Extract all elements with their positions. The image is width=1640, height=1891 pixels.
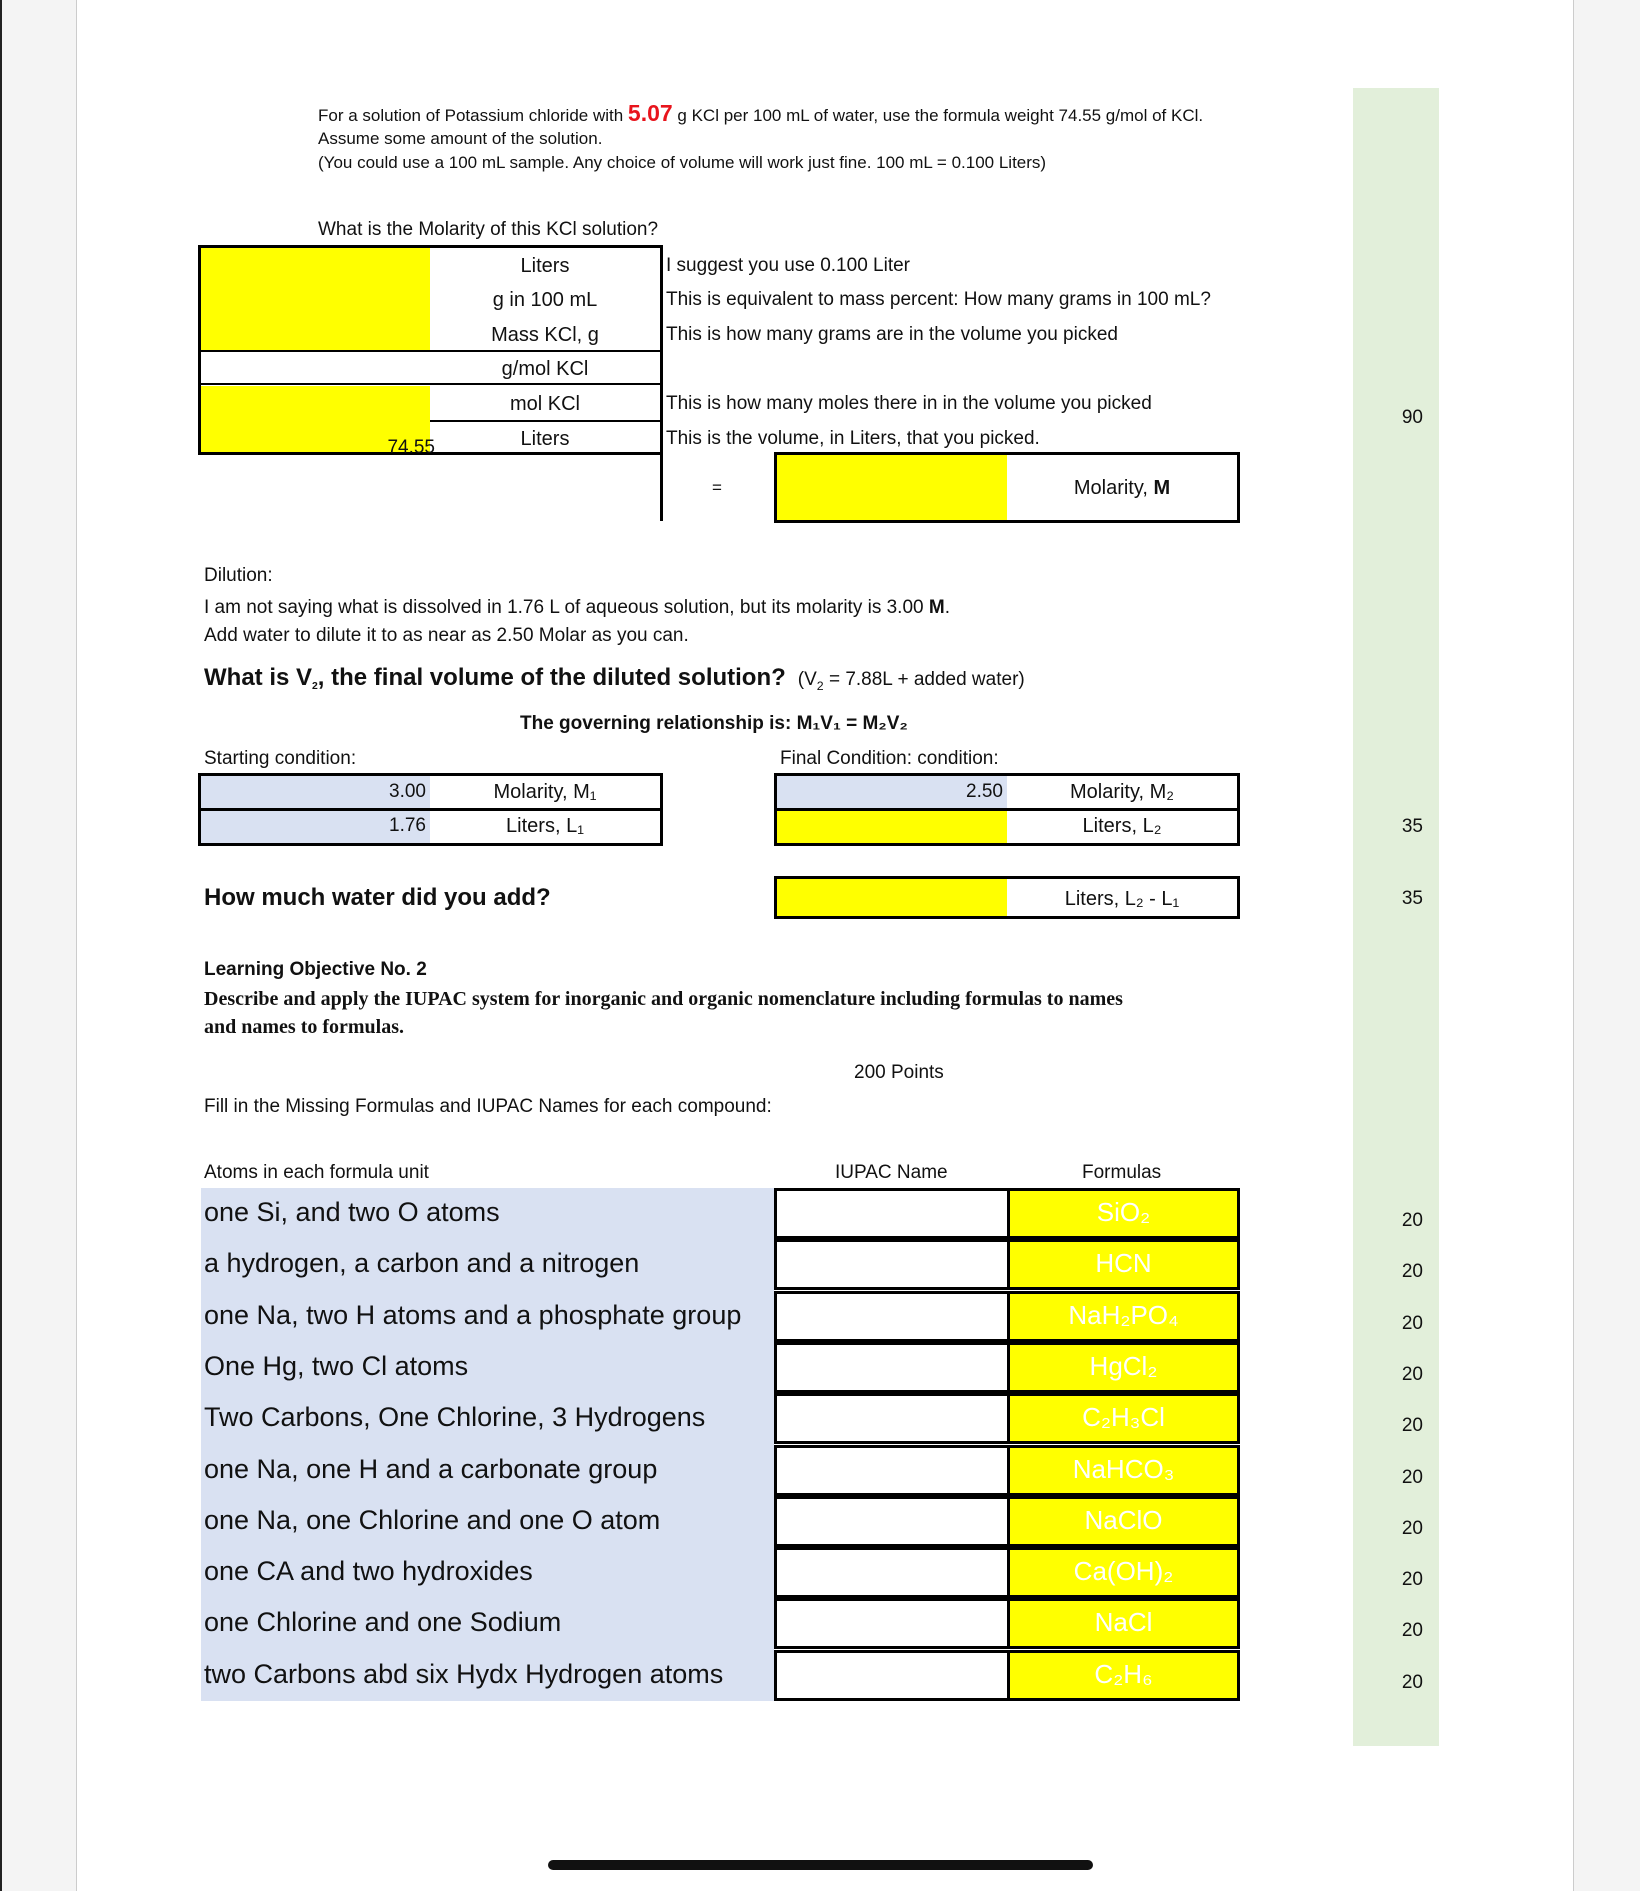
fill-in-instruction: Fill in the Missing Formulas and IUPAC Names for each compound: bbox=[204, 1096, 772, 1117]
note-volume: This is the volume, in Liters, that you picked. bbox=[666, 428, 1040, 449]
molarity-result-input[interactable] bbox=[777, 455, 1007, 520]
col-header-atoms: Atoms in each formula unit bbox=[204, 1162, 429, 1183]
dilution-question: What is $V_2$, the final volume of the diluted solution? ($V_2 = 7.88L$ + added water) bbox=[204, 664, 1025, 693]
formula-text: NaCl bbox=[1094, 1607, 1153, 1637]
formula-text: NaClO bbox=[1084, 1505, 1163, 1535]
intro-line-2: Assume some amount of the solution. bbox=[318, 129, 603, 148]
objective-heading: Learning Objective No. 2 bbox=[204, 959, 427, 980]
score-column bbox=[1353, 88, 1439, 1746]
unit-mol-kcl: mol KCl bbox=[509, 393, 580, 415]
iupac-name-input[interactable] bbox=[774, 1188, 1007, 1239]
atoms-description: two Carbons abd six Hydx Hydrogen atoms bbox=[204, 1659, 724, 1689]
final-row-divider bbox=[777, 808, 1237, 811]
water-added-input[interactable] bbox=[777, 879, 1007, 916]
iupac-name-input[interactable] bbox=[774, 1445, 1007, 1496]
objective-description-2: and names to formulas. bbox=[204, 1016, 405, 1038]
atoms-description: One Hg, two Cl atoms bbox=[204, 1351, 469, 1381]
iupac-name-input[interactable] bbox=[774, 1547, 1007, 1598]
water-added-label: Liters, L₂ - L₁ bbox=[1064, 888, 1180, 910]
atoms-description: one Si, and two O atoms bbox=[204, 1197, 500, 1227]
starting-condition-label: Starting condition: bbox=[204, 748, 357, 769]
final-condition-label: Final Condition: condition: bbox=[780, 748, 999, 769]
intro-line-3: (You could use a 100 mL sample. Any choice of volume will work just fine. 100 mL = 0.100 Liters) bbox=[318, 153, 1047, 172]
row-score: 20 bbox=[1401, 1569, 1423, 1590]
formula-text: HgCl₂ bbox=[1089, 1351, 1158, 1381]
iupac-name-input[interactable] bbox=[774, 1496, 1007, 1547]
row-score: 20 bbox=[1401, 1467, 1423, 1488]
iupac-name-input[interactable] bbox=[774, 1291, 1007, 1342]
points-label: 200 Points bbox=[854, 1062, 944, 1083]
iupac-name-input[interactable] bbox=[774, 1650, 1007, 1701]
l2-label: Liters, L₂ bbox=[1082, 815, 1162, 837]
l1-label: Liters, L₁ bbox=[506, 815, 584, 837]
fraction-bar bbox=[430, 420, 662, 422]
equals-sign: = bbox=[712, 478, 722, 497]
note-grams: This is how many grams are in the volume you picked bbox=[666, 324, 1118, 345]
atoms-description: a hydrogen, a carbon and a nitrogen bbox=[204, 1248, 640, 1278]
dilution-heading: Dilution: bbox=[204, 565, 273, 586]
col-header-formulas: Formulas bbox=[1082, 1162, 1162, 1183]
molarity-question: What is the Molarity of this KCl solution? bbox=[318, 219, 659, 240]
row-score: 20 bbox=[1401, 1364, 1423, 1385]
formula-text: NaHCO₃ bbox=[1072, 1454, 1175, 1484]
l1-value: 1.76 bbox=[389, 815, 426, 836]
dilution-line-2: Add water to dilute it to as near as 2.50 Molar as you can. bbox=[204, 625, 689, 646]
mass-value: 5.07 bbox=[627, 100, 673, 126]
score-dilution-volume: 35 bbox=[1401, 816, 1423, 837]
iupac-name-input[interactable] bbox=[774, 1598, 1007, 1649]
m1-label: Molarity, M₁ bbox=[493, 781, 597, 803]
formula-text: HCN bbox=[1095, 1248, 1152, 1278]
liters-input-area[interactable] bbox=[201, 248, 430, 352]
l2-input[interactable] bbox=[777, 811, 1007, 843]
row-score: 20 bbox=[1401, 1518, 1423, 1539]
home-indicator[interactable] bbox=[548, 1860, 1093, 1870]
dilution-line-1: I am not saying what is dissolved in 1.76 L of aqueous solution, but its molarity is 3.00 M. bbox=[204, 597, 950, 618]
note-moles: This is how many moles there in in the volume you picked bbox=[666, 393, 1152, 414]
atoms-description: one Na, two H atoms and a phosphate group bbox=[204, 1300, 742, 1330]
score-molarity: 90 bbox=[1401, 407, 1423, 428]
atoms-description: Two Carbons, One Chlorine, 3 Hydrogens bbox=[204, 1402, 706, 1432]
unit-g-per-mol: g/mol KCl bbox=[501, 358, 589, 380]
unit-mass-kcl: Mass KCl, g bbox=[491, 324, 599, 346]
atoms-description: one Chlorine and one Sodium bbox=[204, 1607, 562, 1637]
iupac-name-input[interactable] bbox=[774, 1342, 1007, 1393]
iupac-name-input[interactable] bbox=[774, 1393, 1007, 1444]
col-header-iupac: IUPAC Name bbox=[835, 1162, 948, 1183]
row-score: 20 bbox=[1401, 1620, 1423, 1641]
score-water-added: 35 bbox=[1401, 888, 1423, 909]
row-score: 20 bbox=[1401, 1210, 1423, 1231]
unit-liters-denominator: Liters bbox=[520, 428, 570, 450]
unit-liters: Liters bbox=[520, 255, 570, 277]
atoms-description: one CA and two hydroxides bbox=[204, 1556, 533, 1586]
dilution-hint: ($V_2 = 7.88L$ + added water) bbox=[797, 669, 1025, 693]
m1-value: 3.00 bbox=[389, 781, 426, 802]
formula-text: SiO₂ bbox=[1096, 1197, 1151, 1227]
formula-text: Ca(OH)₂ bbox=[1073, 1556, 1174, 1586]
starting-row-divider bbox=[201, 808, 660, 811]
m2-value: 2.50 bbox=[966, 781, 1003, 802]
objective-description: Describe and apply the IUPAC system for inorganic and organic nomenclature including formulas to names bbox=[204, 988, 1123, 1010]
row-score: 20 bbox=[1401, 1415, 1423, 1436]
m2-label: Molarity, M₂ bbox=[1069, 781, 1175, 803]
formula-text: C₂H₃Cl bbox=[1082, 1402, 1165, 1432]
atoms-description: one Na, one H and a carbonate group bbox=[204, 1454, 658, 1484]
row-score: 20 bbox=[1401, 1672, 1423, 1693]
governing-relationship: The governing relationship is: M₁V₁ = M₂V₂ bbox=[520, 713, 908, 734]
formula-text: C₂H₆ bbox=[1094, 1659, 1153, 1689]
iupac-name-input[interactable] bbox=[774, 1239, 1007, 1290]
water-question: How much water did you add? bbox=[204, 884, 551, 911]
row-score: 20 bbox=[1401, 1261, 1423, 1282]
intro-line-1: For a solution of Potassium chloride with 5.07 g KCl per 100 mL of water, use the formula weight 74.55 g/mol of KCl. bbox=[318, 100, 1204, 126]
molarity-result-label: Molarity, M bbox=[1073, 477, 1171, 499]
table-divider bbox=[660, 245, 663, 521]
note-mass-percent: This is equivalent to mass percent: How many grams in 100 mL? bbox=[666, 289, 1211, 310]
atoms-description: one Na, one Chlorine and one O atom bbox=[204, 1505, 661, 1535]
unit-g-per-100ml: g in 100 mL bbox=[492, 289, 598, 311]
row-score: 20 bbox=[1401, 1313, 1423, 1334]
note-suggest-liter: I suggest you use 0.100 Liter bbox=[666, 255, 910, 276]
formula-text: NaH₂PO₄ bbox=[1068, 1300, 1179, 1330]
formula-weight-value: 74.55 bbox=[387, 437, 435, 458]
